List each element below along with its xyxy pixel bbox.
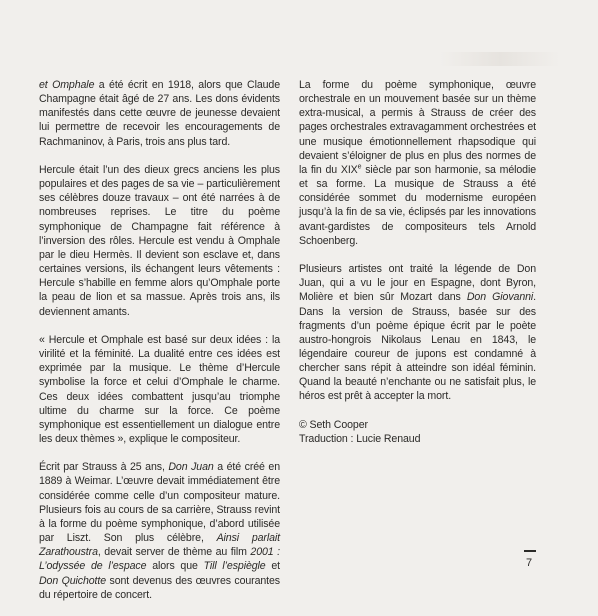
text-run: , devait server de thème au film (97, 546, 251, 559)
translation-credit: Traduction : Lucie Renaud (299, 432, 421, 445)
italic-title-text: 2001 : L’odyssée de l’espace (39, 546, 281, 573)
text-run: a été créé en 1889 à Weimar. L’œuvre devait immédiatement être considérée comme celle d’un compositeur mature. Plusieurs fois au cours de sa carrière, Strauss revint à la forme du poème symphonique, d’abord utilisée par Liszt. Son plus célèbre, (39, 461, 280, 545)
text-run: et (265, 560, 280, 573)
italic-title-text: et Omphale (39, 79, 95, 91)
text-run: Plusieurs artistes ont traité la légende de Don Juan, qui a vu le jour en Espagne, dont Byron, Molière et bien sûr Mozart dans (299, 263, 536, 304)
paragraph (39, 333, 280, 446)
text-run: sont devenus des œuvres courantes du répertoire de concert. (39, 574, 281, 601)
page-number: 7 (526, 557, 533, 569)
faded-header-mark (440, 52, 560, 66)
italic-title-text: Don Quichotte (39, 574, 107, 587)
text-run: « Hercule et Omphale est basé sur deux idées : la virilité et la féminité. La dualité entre ces idées est exprimée par la musique. Le thème d’Hercule symbolise la force et celui d’Omphale le charme. Ces deux idées combattent jusqu’au triomphe ultime du charme sur la force. Ce poème symphonique est essentiellement un dialogue entre les deux thèmes », explique le compositeur. (39, 333, 280, 445)
text-run: Écrit par Strauss à 25 ans, (39, 461, 169, 474)
page-number-rule (524, 550, 536, 552)
superscript-text: e (357, 163, 362, 171)
paragraph (39, 78, 280, 149)
left-column (39, 78, 280, 616)
text-run: Hercule était l’un des dieux grecs anciens les plus populaires et des pages de sa vie – particulièrement ses célèbres douze travaux – ont été narrées à de nombreuses reprises. Le titre du poème symphonique de Champagne fait référence à l’inversion des rôles. Hercule est vendu à Omphale par le dieu Hermès. Il devient son esclave et, dans certaines versions, ils échangent leurs vêtements : Hercule s’habille en femme alors qu’Omphale porte la peau de lion et sa massue. Après trois ans, ils deviennent amants. (39, 163, 280, 318)
italic-title-text: Till l’espiègle (203, 560, 266, 573)
paragraph (299, 78, 536, 248)
text-run: a été écrit en 1918, alors que Claude Champagne était âgé de 27 ans. Les dons évidents manifestés dans cette œuvre de jeunesse devaient lui permettre de recevoir les encouragements de Rachmaninov, à Paris, trois ans plus tard. (39, 79, 280, 148)
text-run: La forme du poème symphonique, œuvre orchestrale en un mouvement basée sur un thème extra-musical, a permis à Strauss de créer des pages orchestrales extravagamment orchestrées et une musique émotionnellement rhapsodique qui devaient s’éloigner de plus en plus des normes de la fin du XIX (299, 79, 536, 176)
paragraph (299, 262, 536, 404)
text-run: alors que (146, 560, 204, 573)
text-run: . Dans la version de Strauss, basée sur des fragments d’un poème épique écrit par le poète austro-hongrois Nikolaus Lenau en 1843, le légendaire coureur de jupons est condamné à chercher sans répit à atteindre son idéal féminin. Quand la beauté n’enchante ou ne satisfait plus, le héros est prêt à accepter la mort. (299, 291, 536, 403)
right-column (299, 78, 536, 446)
paragraph (39, 163, 280, 319)
text-run: siècle par son harmonie, sa mélodie et sa forme. La musique de Strauss a été considérée sommet du modernisme européen jusqu’à la fin de sa vie, éclipsés par les innovations avant-gardistes de compositeurs tels Arnold Schoenberg. (299, 163, 536, 247)
paragraph (39, 460, 280, 602)
copyright-line: © Seth Cooper (299, 418, 368, 431)
italic-title-text: Don Juan (168, 461, 214, 474)
italic-title-text: Ainsi parlait Zarathoustra (39, 532, 280, 559)
italic-title-text: Don Giovanni (466, 291, 534, 304)
